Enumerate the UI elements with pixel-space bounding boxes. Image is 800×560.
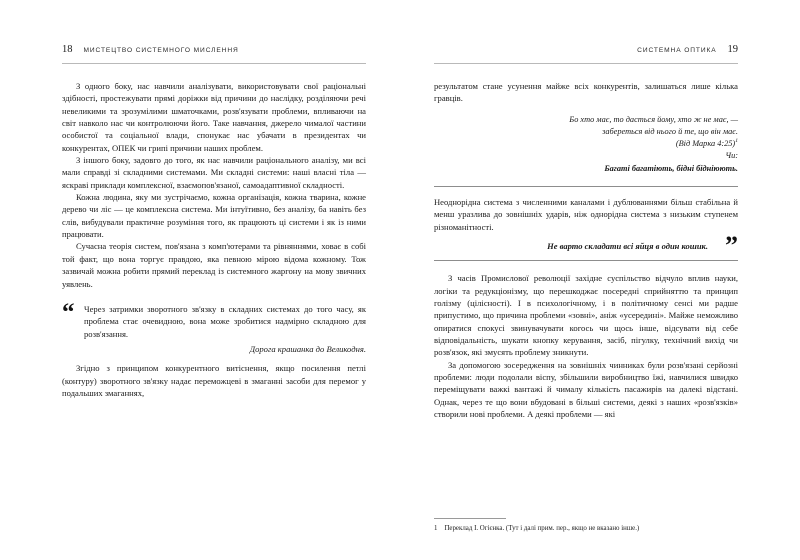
running-head-title-left: МИСТЕЦТВО СИСТЕМНОГО МИСЛЕННЯ — [83, 47, 239, 54]
footnote-marker: 1 — [735, 138, 738, 145]
callout-text: Неоднорідна система з численними каналами і дублюваннями більш стабільна й менш уразлива до зовнішніх ударів, ніж однорідна система з низьким ступенем різноманітності. — [434, 196, 738, 232]
footnote-text — [434, 524, 738, 534]
quote-mark-icon: “ — [62, 298, 75, 326]
scripture-quote — [434, 114, 738, 175]
callout-quote — [434, 230, 738, 260]
scripture-reference-text: (Від Марка 4:25) — [675, 139, 736, 149]
body-right — [434, 80, 738, 420]
paragraph: З іншого боку, задовго до того, як нас навчили раціонального аналізу, ми всі мали справді зі складними системами. Ми складні системи: наші власні тіла — яскраві приклади комплексної, взаємопов'язаної, самоадаптивної складності. — [62, 155, 366, 190]
header-rule-left — [62, 63, 366, 64]
paragraph: З часів Промислової революції західне суспільство відчуло вплив науки, логіки та редукціонізму, що перешкоджає посередні сприйняттю та принцип голізму (цілісності). І в психологічному, і в політичному сенсі ми радше припустимо, що причина проблеми «зовні», аніж «усередині». Майже неможливо опиратися спокусі звинувачувати когось чи щось інше, відсувати від себе відповідальність, шукати кнопку керування, засіб, пігулку, технічний вихід чи розв'язок, які змусять проблему зникнути. — [434, 273, 738, 358]
paragraph: Згідно з принципом конкурентного витіснення, якщо посилення петлі (контуру) зворотного зв'язку надає переможцеві в змаганні засоби для перемог у подальших змаганнях, — [62, 363, 366, 398]
pull-quote-attribution: Дорога крашанка до Великодня. — [249, 343, 366, 354]
footnote-number: 1 — [434, 525, 438, 533]
quote-mark-icon: ” — [725, 230, 738, 260]
scripture-bold-line: Багаті багатіють, бідні бідніюють. — [604, 163, 738, 173]
paragraph: Сучасна теорія систем, пов'язана з комп'ютерами та рівняннями, ховає в собі той факт, що вона торгує правдою, яка певною мірою відома кожному. Тож зазвичай можна робити прямий переклад із системного жаргону на мову звичних уявлень. — [62, 241, 366, 289]
paragraph: З одного боку, нас навчили аналізувати, використовувати свої раціональні здібності, простежувати прямі доріжки від причини до наслідку, розділяючи речі невеликими та зрозумілими шматочками, розв'язувати проблеми, впливаючи на світ навколо нас чи контролюючи його. Таке навчання, джерело чималої частини особистої та соціальної влади, спонукає нас убачати в президентах чи конкурентах, ОПЕК чи грипі причини наших проблем. — [62, 81, 366, 153]
footnote-rule — [434, 518, 506, 519]
pull-quote-text: Через затримки зворотного зв'язку в складних системах до того часу, як проблема стає очевидною, вона може зробитися надмірно складною для розв'язання. — [84, 303, 366, 340]
folio-right: 19 — [727, 44, 738, 55]
footnote-body: Переклад І. Огієнка. (Тут і далі прим. пер., якщо не вказано інше.) — [444, 525, 640, 533]
running-head-right — [434, 44, 738, 58]
scripture-reference — [434, 138, 738, 150]
folio-left: 18 — [62, 44, 73, 55]
body-left — [62, 80, 366, 399]
callout-quote-text: Не варто складати всі яйця в один кошик. — [547, 240, 708, 251]
scripture-line: Бо хто має, то дасться йому, хто ж не має, — — [569, 114, 738, 124]
running-head-title-right: СИСТЕМНА ОПТИКА — [637, 47, 717, 54]
callout-box — [434, 186, 738, 262]
paragraph: результатом стане усунення майже всіх конкурентів, залишаться лише кілька гравців. — [434, 81, 738, 104]
paragraph: За допомогою зосередження на зовнішніх чинниках були розв'язані серйозні проблеми: люди подолали віспу, збільшили виробництво їжі, навчилися швидко переміщувати важкі вантажі й чималу кількість пасажирів на далекі відстані. Однак, через те що вони вбудовані в більші системи, деякі з наших «розв'язків» створили нові проблеми. А деякі проблеми — які — [434, 359, 738, 420]
paragraph: Кожна людина, яку ми зустрічаємо, кожна організація, кожна тварина, кожне дерево чи ліс — це комплексна система. Ми інтуїтивно, без аналізу, ба навіть без слів, вибудували практичне розуміння того, як працюють ці системи і як із ними працювати. — [62, 192, 366, 240]
page-right — [400, 0, 800, 560]
scripture-speaker: Чи: — [725, 151, 738, 161]
pull-quote-left — [62, 298, 366, 355]
running-head-left — [62, 44, 366, 58]
header-rule-right — [434, 63, 738, 64]
footnote-right — [434, 518, 738, 534]
scripture-line: забереться від нього й те, що він має. — [602, 126, 738, 136]
